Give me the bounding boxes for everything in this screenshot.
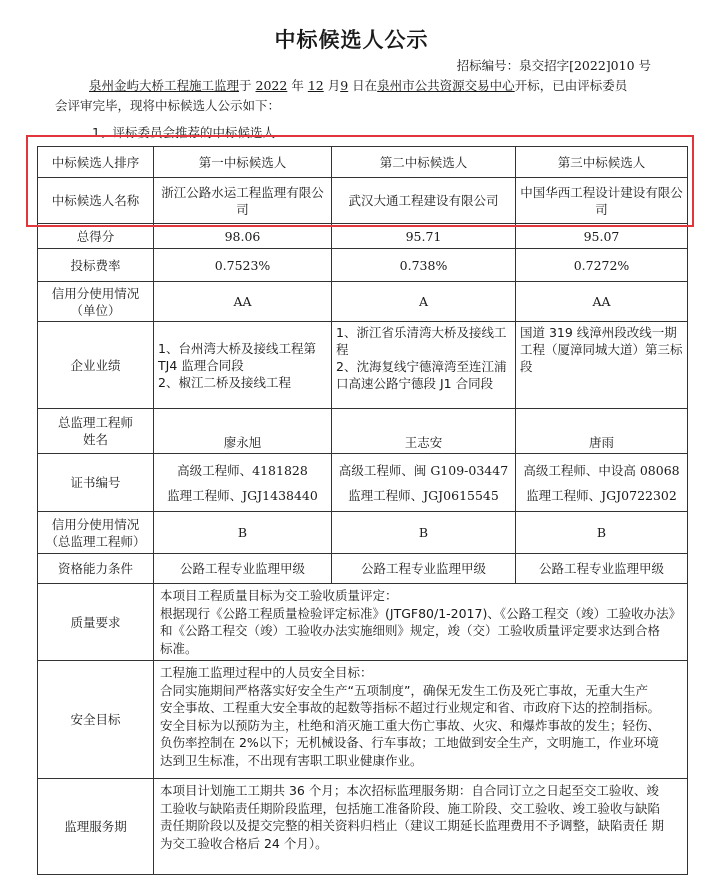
fee-3: 0.7272% (516, 249, 688, 282)
row-chief-engineer (38, 409, 688, 454)
certificate-3: 高级工程师、中设高 08068 监理工程师、JGJ0722302 (516, 454, 688, 512)
row-certificate (38, 454, 688, 512)
qualification-label: 资格能力条件 (38, 554, 154, 584)
score-2: 95.71 (332, 224, 516, 249)
credit-engineer-2: B (332, 512, 516, 554)
row-score (38, 224, 688, 249)
row-service (38, 779, 688, 875)
qualification-2: 公路工程专业监理甲级 (332, 554, 516, 584)
chief-engineer-3: 唐雨 (516, 409, 688, 454)
qualification-1: 公路工程专业监理甲级 (154, 554, 332, 584)
chief-engineer-2: 王志安 (332, 409, 516, 454)
score-1: 98.06 (154, 224, 332, 249)
fee-label: 投标费率 (38, 249, 154, 282)
chief-engineer-label: 总监理工程师 姓名 (38, 409, 154, 454)
row-performance (38, 322, 688, 409)
qualification-3: 公路工程专业监理甲级 (516, 554, 688, 584)
rank-2: 第二中标候选人 (332, 147, 516, 178)
fee-1: 0.7523% (154, 249, 332, 282)
safety-label: 安全目标 (38, 661, 154, 779)
performance-label: 企业业绩 (38, 322, 154, 409)
credit-unit-1: AA (154, 282, 332, 322)
name-2: 武汉大通工程建设有限公司 (332, 178, 516, 224)
certificate-2: 高级工程师、闽 G109-03447 监理工程师、JGJ0615545 (332, 454, 516, 512)
score-3: 95.07 (516, 224, 688, 249)
row-quality (38, 584, 688, 661)
performance-1: 1、台州湾大桥及接线工程第TJ4 监理合同段 2、椒江二桥及接线工程 (154, 322, 332, 409)
service-text: 本项目计划施工工期共 36 个月；本次招标监理服务期：自合同订立之日起至交工验收、竣 工验收与缺陷责任期阶段监理，包括施工准备阶段、施工阶段、交工验收、竣工验收与缺陷 责任期阶段以及提交完整的相关资料归档止（建议工期延长监理费用不予调整，缺陷责任 期 为交工验收合格后 24 个月）。 (154, 779, 688, 875)
section-title: 1、评标委员会推荐的中标候选人 (92, 125, 275, 140)
document-title: 中标候选人公示 (274, 28, 429, 52)
credit-unit-3: AA (516, 282, 688, 322)
open-month: 12 (307, 78, 324, 93)
certificate-1: 高级工程师、4181828 监理工程师、JGJ1438440 (154, 454, 332, 512)
name-label: 中标候选人名称 (38, 178, 154, 224)
rank-1: 第一中标候选人 (154, 147, 332, 178)
credit-unit-2: A (332, 282, 516, 322)
performance-2: 1、浙江省乐清湾大桥及接线工程 2、沈海复线宁德漳湾至连江浦口高速公路宁德段 J1 合同段 (332, 322, 516, 409)
quality-text: 本项目工程质量目标为交工验收质量评定： 根据现行《公路工程质量检验评定标准》(JTGF80/1-2017)、《公路工程交（竣）工验收办法》 和《公路工程交（竣）工验收办法实施细则》规定，竣（交）工验收质量评定要求达到合格 标准。 (154, 584, 688, 661)
credit-engineer-3: B (516, 512, 688, 554)
name-3: 中国华西工程设计建设有限公司 (516, 178, 688, 224)
intro-paragraph: 泉州金屿大桥工程施工监理于 2022 年 12 月9 日在泉州市公共资源交易中心开标，已由评标委员 会评审完毕，现将中标候选人公示如下： (55, 76, 665, 116)
fee-2: 0.738% (332, 249, 516, 282)
row-credit-unit (38, 282, 688, 322)
open-day: 9 (340, 78, 349, 93)
rank-3: 第三中标候选人 (516, 147, 688, 178)
row-rank (38, 147, 688, 178)
service-label: 监理服务期 (38, 779, 154, 875)
score-label: 总得分 (38, 224, 154, 249)
row-qualification (38, 554, 688, 584)
credit-engineer-1: B (154, 512, 332, 554)
credit-engineer-label: 信用分使用情况 （总监理工程师） (38, 512, 154, 554)
intro-line-2: 会评审完毕，现将中标候选人公示如下： (55, 98, 281, 113)
credit-unit-label: 信用分使用情况 （单位） (38, 282, 154, 322)
quality-label: 质量要求 (38, 584, 154, 661)
row-safety (38, 661, 688, 779)
open-year: 2022 (255, 78, 288, 93)
certificate-label: 证书编号 (38, 454, 154, 512)
safety-text: 工程施工监理过程中的人员安全目标： 合同实施期间严格落实好安全生产“五项制度”，确保无发生工伤及死亡事故，无重大生产 安全事故、工程重大安全事故的起数等指标不超过行业规定和省、市政府下达的控制指标。 安全目标为以预防为主，杜绝和消灭施工重大伤亡事故、火灾、和爆炸事故的发生；轻伤、 负伤率控制在 2%以下；无机械设备、行车事故；工地做到安全生产，文明施工，作业环境 达到卫生标准，不出现有害职工职业健康作业。 (154, 661, 688, 779)
tender-number: 招标编号：泉交招字[2022]010 号 (456, 58, 651, 73)
performance-3: 国道 319 线漳州段改线一期工程（厦漳同城大道）第三标段 (516, 322, 688, 409)
candidate-table (37, 146, 688, 875)
rank-label: 中标候选人排序 (38, 147, 154, 178)
row-name (38, 178, 688, 224)
project-name: 泉州金屿大桥工程施工监理 (89, 78, 240, 93)
row-credit-engineer (38, 512, 688, 554)
name-1: 浙江公路水运工程监理有限公司 (154, 178, 332, 224)
venue: 泉州市公共资源交易中心 (377, 78, 515, 93)
row-fee (38, 249, 688, 282)
chief-engineer-1: 廖永旭 (154, 409, 332, 454)
